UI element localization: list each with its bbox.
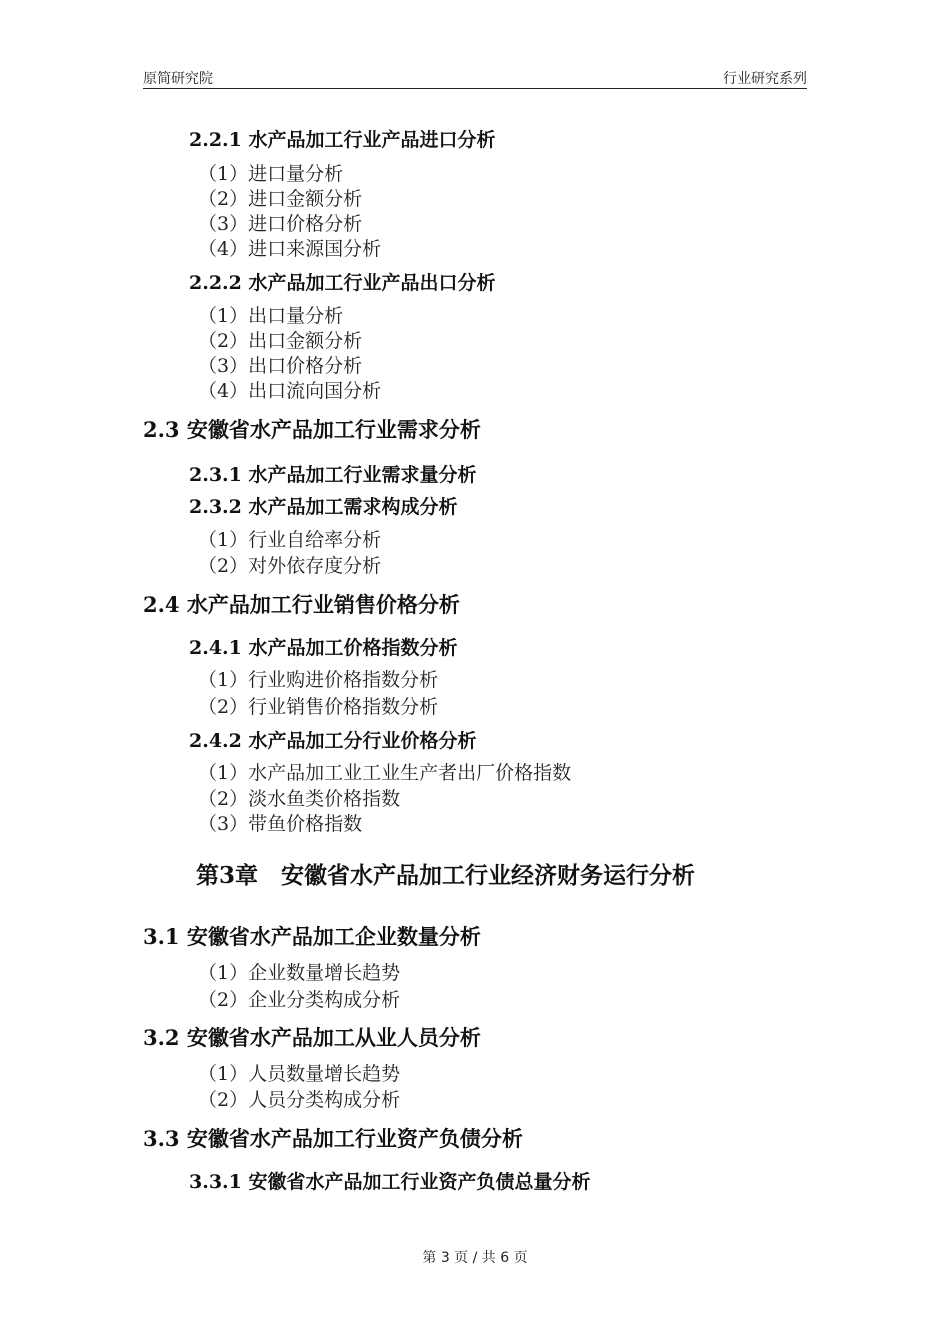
toc-item: （3）带鱼价格指数 [198,813,363,835]
toc-chapter-3: 第3章 安徽省水产品加工行业经济财务运行分析 [196,862,696,889]
toc-item: （1）行业购进价格指数分析 [198,669,439,691]
toc-item: （1）企业数量增长趋势 [198,962,401,984]
toc-heading-2-3-2: 2.3.2 水产品加工需求构成分析 [189,496,458,518]
toc-item: （4）进口来源国分析 [198,238,382,260]
toc-heading-3-3-1: 3.3.1 安徽省水产品加工行业资产负债总量分析 [189,1171,591,1193]
toc-heading-3-1: 3.1 安徽省水产品加工企业数量分析 [143,924,481,949]
toc-heading-2-3: 2.3 安徽省水产品加工行业需求分析 [143,417,481,442]
toc-heading-3-3: 3.3 安徽省水产品加工行业资产负债分析 [143,1126,523,1151]
toc-item: （1）进口量分析 [198,163,344,185]
toc-item: （1）行业自给率分析 [198,529,382,551]
header-series: 行业研究系列 [723,71,807,87]
page-header [143,66,807,89]
toc-item: （2）人员分类构成分析 [198,1089,401,1111]
toc-item: （4）出口流向国分析 [198,380,382,402]
toc-heading-2-3-1: 2.3.1 水产品加工行业需求量分析 [189,464,477,486]
toc-item: （2）行业销售价格指数分析 [198,696,439,718]
toc-heading-2-4-2: 2.4.2 水产品加工分行业价格分析 [189,730,477,752]
toc-item: （2）进口金额分析 [198,188,363,210]
toc-heading-2-4: 2.4 水产品加工行业销售价格分析 [143,592,460,617]
page-footer: 第 3 页 / 共 6 页 [422,1250,528,1266]
toc-item: （2）企业分类构成分析 [198,989,401,1011]
toc-heading-2-4-1: 2.4.1 水产品加工价格指数分析 [189,637,458,659]
toc-item: （2）对外依存度分析 [198,555,382,577]
toc-item: （2）出口金额分析 [198,330,363,352]
toc-heading-2-2-2: 2.2.2 水产品加工行业产品出口分析 [189,272,496,294]
header-publisher: 原简研究院 [143,71,213,87]
toc-item: （3）出口价格分析 [198,355,363,377]
toc-item: （1）出口量分析 [198,305,344,327]
toc-item: （1）人员数量增长趋势 [198,1063,401,1085]
toc-item: （2）淡水鱼类价格指数 [198,788,401,810]
toc-item: （1）水产品加工业工业生产者出厂价格指数 [198,762,572,784]
toc-heading-2-2-1: 2.2.1 水产品加工行业产品进口分析 [189,129,496,151]
toc-item: （3）进口价格分析 [198,213,363,235]
toc-heading-3-2: 3.2 安徽省水产品加工从业人员分析 [143,1025,481,1050]
